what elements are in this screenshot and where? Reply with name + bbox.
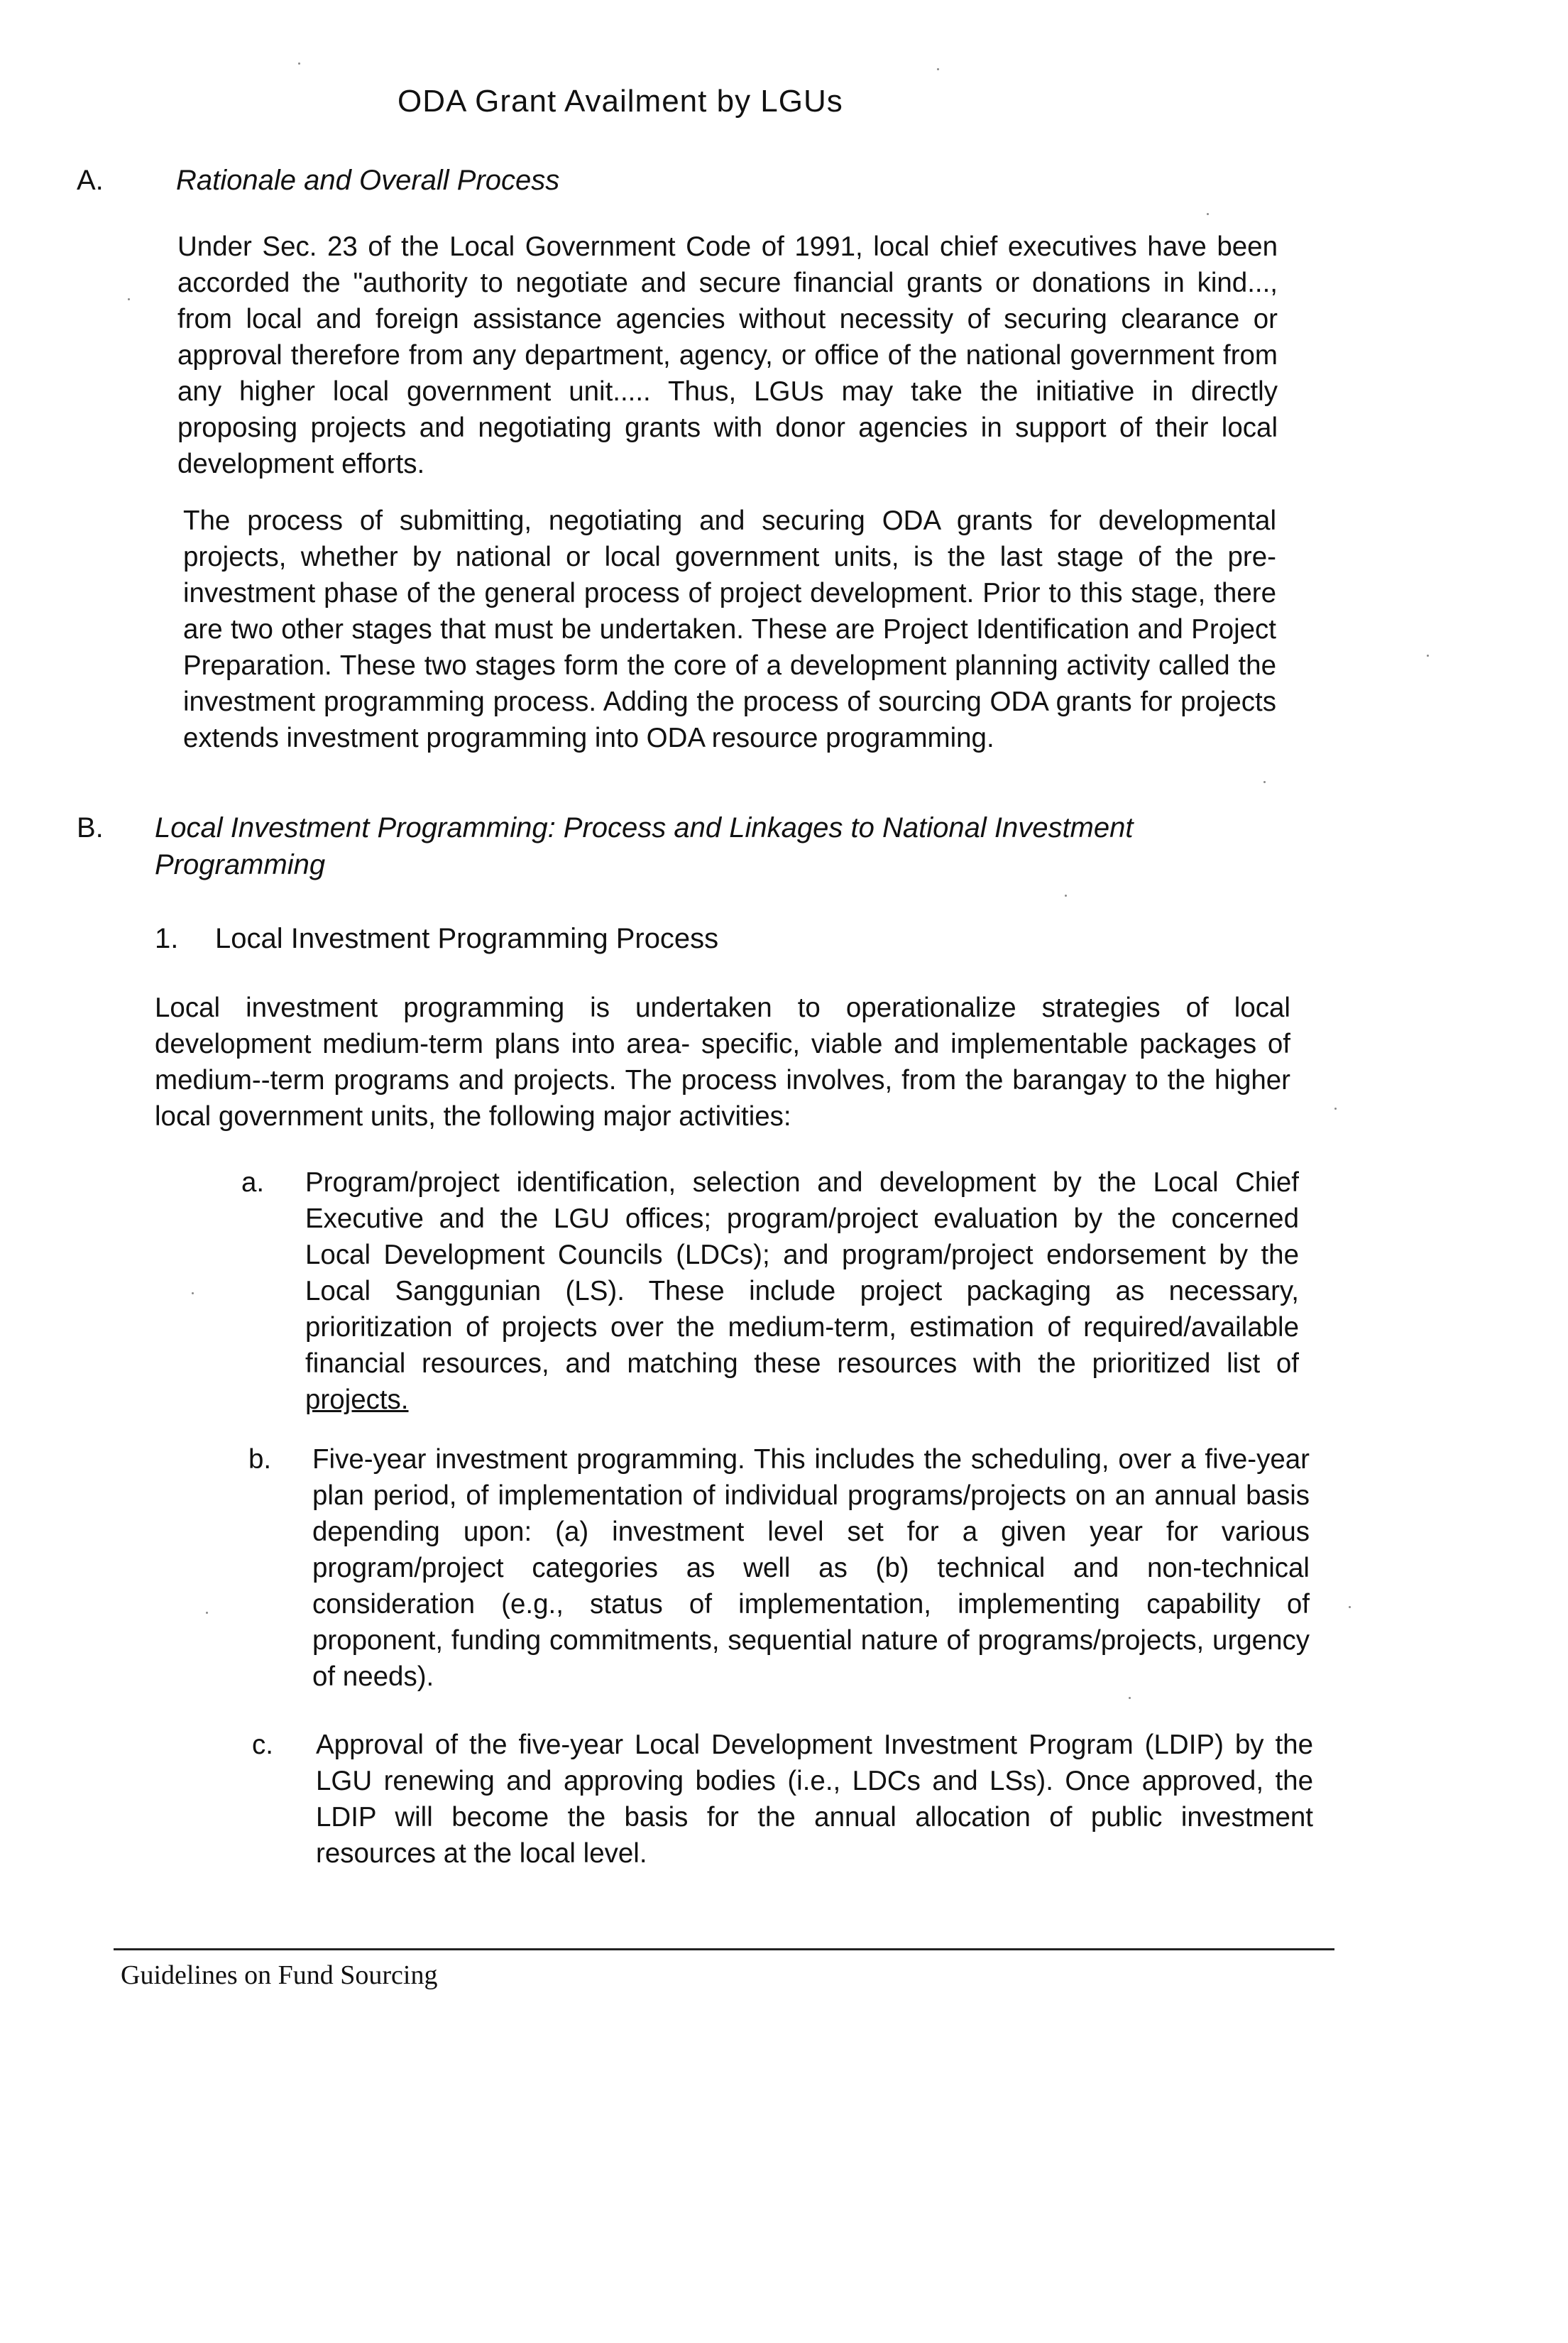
list-item-a-body: Program/project identification, selection and development by the Local Chief Executive and the LGU offices; program/project evaluation by the concerned Local Development Councils (LDCs); and program/project endorsement by the Local Sanggunian (LS). These include project packaging as necessary, prioritization of projects over the medium-term, estimation of required/available financial resources, and matching these resources with the prioritized list of xyxy=(305,1167,1299,1379)
scan-speck xyxy=(298,62,300,65)
scan-speck xyxy=(937,68,939,70)
subsection-1-number: 1. xyxy=(155,923,179,954)
subsection-1-intro: Local investment programming is undertaken to operationalize strategies of local development medium-term plans into area- specific, viable and implementable packages of medium--term programs and projects. The process involves, from the barangay to the higher local government units, the following major activities: xyxy=(155,993,1290,1132)
section-a-title: Rationale and Overall Process xyxy=(176,165,560,196)
footer-divider xyxy=(114,1948,1334,1950)
scan-speck xyxy=(192,1292,194,1294)
list-item-c xyxy=(252,1727,1317,1883)
scan-speck xyxy=(128,298,130,300)
scan-speck xyxy=(206,1612,208,1614)
scan-speck xyxy=(1349,1606,1351,1608)
list-item-a-text xyxy=(305,1164,1299,1418)
scan-speck xyxy=(1065,895,1067,897)
section-b-title-line-2: Programming xyxy=(155,849,326,880)
scan-speck xyxy=(1263,781,1266,783)
list-item-b-text: Five-year investment programming. This includes the scheduling, over a five-year plan period, of implementation of individual programs/projects on an annual basis depending upon: (a) investment level set for a given year for various program/project categories as well as (b) technical and non-technical consideration (e.g., status of implementation, implementing capability of proponent, funding commitments, sequential nature of programs/projects, urgency of needs). xyxy=(312,1444,1310,1692)
scan-speck xyxy=(1334,1108,1337,1110)
list-item-a xyxy=(241,1164,1306,1434)
page-title: ODA Grant Availment by LGUs xyxy=(398,84,843,119)
section-a-letter: A. xyxy=(77,165,104,196)
section-b-title-line-1: Local Investment Programming: Process and Linkages to National Investment xyxy=(155,812,1134,843)
list-item-a-underlined: projects. xyxy=(305,1384,409,1415)
list-item-a-letter: a. xyxy=(241,1167,265,1198)
section-a-heading xyxy=(77,162,1070,199)
list-item-b xyxy=(248,1441,1313,1711)
scan-speck xyxy=(1207,213,1209,215)
subsection-1-heading xyxy=(155,923,718,955)
section-b-letter: B. xyxy=(77,812,104,843)
list-item-c-letter: c. xyxy=(252,1730,273,1760)
list-item-c-text: Approval of the five-year Local Development Investment Program (LDIP) by the LGU renewing and approving bodies (i.e., LDCs and LSs). Once approved, the LDIP will become the basis for the annual allocation of public investment resources at the local level. xyxy=(316,1730,1313,1869)
scan-speck xyxy=(1129,1697,1131,1699)
list-item-b-letter: b. xyxy=(248,1444,272,1475)
scan-speck xyxy=(1427,655,1429,657)
section-b-heading xyxy=(77,809,1326,883)
section-a-paragraph-1: Under Sec. 23 of the Local Government Code of 1991, local chief executives have been accorded the "authority to negotiate and secure financial grants or donations in kind..., from local and foreign assistance agencies without necessity of securing clearance or approval therefore from any department, agency, or office of the national government from any higher local government unit..... Thus, LGUs may take the initiative in directly proposing projects and negotiating grants with donor agencies in support of their local development efforts. xyxy=(177,231,1278,479)
section-a-paragraph-2: The process of submitting, negotiating and securing ODA grants for developmental projects, whether by national or local government units, is the last stage of the pre- investment phase of the general process of project development. Prior to this stage, there are two other stages that must be undertaken. These are Project Identification and Project Preparation. These two stages form the core of a development planning activity called the investment programming process. Adding the process of sourcing ODA grants for projects extends investment programming into ODA resource programming. xyxy=(183,506,1276,753)
subsection-1-title: Local Investment Programming Process xyxy=(215,923,719,954)
footer-text: Guidelines on Fund Sourcing xyxy=(121,1960,438,1990)
